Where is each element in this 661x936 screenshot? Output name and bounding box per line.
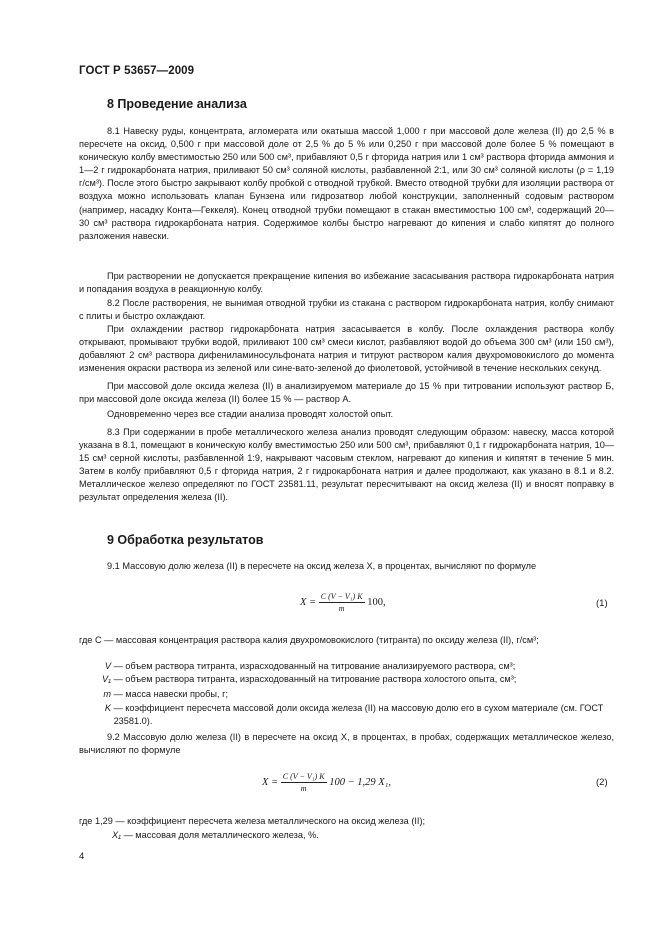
definition-k <box>79 702 614 728</box>
definition-text: — массовая доля металлического железа, %. <box>123 830 319 840</box>
paragraph-8-1-note: При растворении не допускается прекращение кипения во избежание засасывания раствора гидрокарбоната натрия и попадания воздуха в реакционную колбу. <box>79 271 614 295</box>
definition-v1 <box>79 673 614 686</box>
definition-symbol: m <box>103 689 111 699</box>
definition-x1 <box>79 829 614 842</box>
section-9-heading: 9 Обработка результатов <box>107 533 264 547</box>
definition-symbol: где 1,29 <box>79 816 113 826</box>
paragraph-8-2-blank: Одновременно через все стадии анализа проводят холостой опыт. <box>107 409 394 419</box>
formula-1-tail: 100, <box>367 596 386 608</box>
definition-v <box>79 660 614 673</box>
paragraph-8-3: 8.3 При содержании в пробе металлического железа анализ проводят следующим образом: навеску, масса которой указана в 8.1, помещают в коническую колбу вместимостью 250 или 500 см³, прибавляют 0,1 г гидрокарбоната натрия, 10—15 см³ серной кислоты, разбавленной 1:9, накрывают часовым стеклом, нагревают до кипения и кипятят в течение 5 мин. Затем в колбу прибавляют 0,5 г фторида натрия, 2 г гидрокарбоната натрия и далее продолжают, как указано в 8.1 и 8.2. Металлическое железо определяют по ГОСТ 23581.11, результат пересчитывают на оксид железа (II) и вносят поправку в результат определения железа (II). <box>79 427 614 503</box>
page-number: 4 <box>79 851 85 862</box>
definition-m <box>79 688 614 701</box>
definition-c <box>79 634 614 647</box>
paragraph-8-2: 8.2 После растворения, не вынимая отводной трубки из стакана с раствором гидрокарбоната натрия, колбу снимают с плиты и быстро охлаждают. <box>79 298 614 322</box>
definition-symbol: X₁ <box>111 830 121 840</box>
formula-2-denominator: m <box>300 784 307 793</box>
paragraph-9-1: 9.1 Массовую долю железа (II) в пересчете на оксид железа X, в процентах, вычисляют по формуле <box>107 561 537 571</box>
formula-2-tail: 100 − 1,29 X₁, <box>329 776 391 788</box>
formula-1-number: (1) <box>596 598 608 609</box>
definition-text: — массовая концентрация раствора калия двухромовокислого (титранта) по оксиду железа (II), г/см³; <box>104 635 539 645</box>
paragraph-8-2-cooling: При охлаждении раствор гидрокарбоната натрия засасывается в колбу. После охлаждения раствора колбу открывают, промывают трубки водой, приливают 100 см³ смеси кислот, разбавляют водой до объема 300 см³ (или 150 см³), добавляют 2 см³ раствора дифениламиносульфоната натрия и титруют раствором калия двухромовокислого до момента изменения окраски раствора из зеленой или сине-вато-зеленой до фиолетовой, устойчивой в течение нескольких секунд. <box>79 324 614 374</box>
formula-2-lhs: X = <box>262 776 279 788</box>
formula-2 <box>262 772 391 793</box>
definition-symbol: V₁ <box>101 674 111 684</box>
formula-1 <box>300 592 386 613</box>
paragraph-8-2-solution-choice: При массовой доле оксида железа (II) в анализируемом материале до 15 % при титровании используют раствор Б, при массовой доле оксида железа (II) более 15 % — раствор А. <box>79 381 614 405</box>
section-8-heading: 8 Проведение анализа <box>107 97 247 111</box>
definition-symbol: K <box>104 703 111 713</box>
definition-text: — коэффициент пересчета массовой доли оксида железа (II) на массовую долю его в сухом материале (см. ГОСТ 23581.0). <box>113 703 604 727</box>
formula-1-numerator: C (V − V₁) K <box>320 592 363 601</box>
definition-text: — объем раствора титранта, израсходованный на титрование анализируемого раствора, см³; <box>113 661 516 671</box>
definition-coefficient <box>79 815 614 828</box>
definition-symbol: где C <box>79 635 102 645</box>
paragraph-9-2: 9.2 Массовую долю железа (II) в пересчете на оксид X, в процентах, в пробах, содержащих металлическое железо, вычисляют по формуле <box>79 732 614 756</box>
formula-1-fraction <box>319 592 365 613</box>
formula-1-lhs: X = <box>300 596 317 608</box>
document-header: ГОСТ Р 53657—2009 <box>79 65 195 77</box>
definition-text: — масса навески пробы, г; <box>113 689 229 699</box>
definition-text: — объем раствора титранта, израсходованный на титрование раствора холостого опыта, см³; <box>113 674 517 684</box>
definition-text: — коэффициент пересчета железа металлического на оксид железа (II); <box>115 816 426 826</box>
formula-1-denominator: m <box>338 604 345 613</box>
formula-2-numerator: C (V − V₁) K <box>282 772 325 781</box>
formula-2-fraction <box>281 772 327 793</box>
paragraph-8-1: 8.1 Навеску руды, концентрата, агломерата или окатыша массой 1,000 г при массовой доле железа (II) до 2,5 % в пересчете на оксид, 0,500 г при массовой доле от 2,5 % до 5 % или 0,250 г при массовой доле более 5 % помещают в коническую колбу вместимостью 250 или 500 см³, прибавляют 0,5 г фторида натрия или 1 см³ раствора фторида аммония и 1—2 г гидрокарбоната натрия, приливают 50 см³ соляной кислоты, разбавленной 2:1, или 30 см³ соляной кислоты (ρ = 1,19 г/см³). После этого быстро закрывают колбу пробкой с отводной трубкой. Вместо отводной трубки для изоляции раствора от воздуха можно использовать клапан Бунзена или гидрозатвор любой конструкции, заполненный содовым раствором (например, насадку Конта—Геккеля). Конец отводной трубки помещают в стакан вместимостью 100 см³, содержащий 20—30 см³ раствора гидрокарбоната натрия. Содержимое колбы быстро нагревают до кипения и слабо кипятят до полного разложения навески. <box>79 126 614 241</box>
formula-2-number: (2) <box>596 777 608 788</box>
definition-symbol: V <box>104 661 111 671</box>
